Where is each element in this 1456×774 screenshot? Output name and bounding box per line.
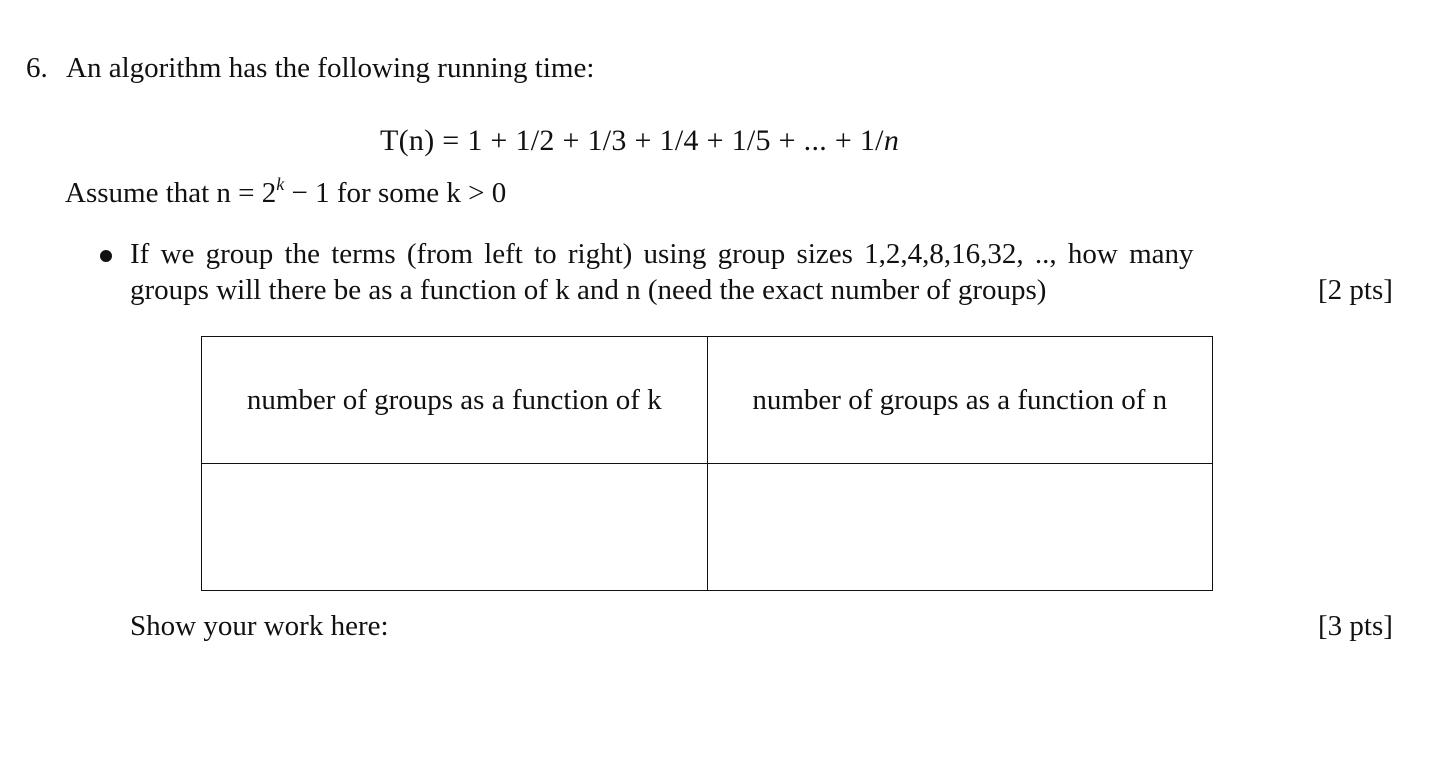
assumption-prefix: Assume that n = 2 [65, 177, 277, 209]
bullet-text-line-1: If we group the terms (from left to right) using group sizes 1,2,4,8,16,32, .., how many [130, 238, 1194, 270]
question-text: An algorithm has the following running time: [66, 52, 595, 84]
table-header-row [202, 337, 1213, 464]
assumption-suffix: − 1 for some k > 0 [284, 177, 507, 209]
assumption-exponent: k [276, 174, 285, 194]
formula-main: T(n) = 1 + 1/2 + 1/3 + 1/4 + 1/5 + ... + 1/ [380, 124, 884, 157]
header-groups-of-k: number of groups as a function of k [202, 337, 708, 464]
show-work-label: Show your work here: [130, 610, 389, 642]
table-answer-row [202, 464, 1213, 591]
points-label-part-2: [3 pts] [1318, 610, 1393, 642]
question-number: 6. [26, 52, 48, 84]
question-heading [26, 52, 594, 85]
answer-cell-n[interactable] [707, 464, 1213, 591]
points-label-part-1: [2 pts] [1318, 274, 1393, 306]
answer-cell-k[interactable] [202, 464, 708, 591]
bullet-text-line-2: groups will there be as a function of k and n (need the exact number of groups) [130, 274, 1047, 306]
bullet-icon [100, 250, 112, 262]
answer-table [201, 336, 1213, 591]
running-time-formula [380, 124, 899, 158]
header-groups-of-n: number of groups as a function of n [707, 337, 1213, 464]
formula-last-variable: n [883, 124, 900, 157]
assumption-line [65, 174, 507, 210]
